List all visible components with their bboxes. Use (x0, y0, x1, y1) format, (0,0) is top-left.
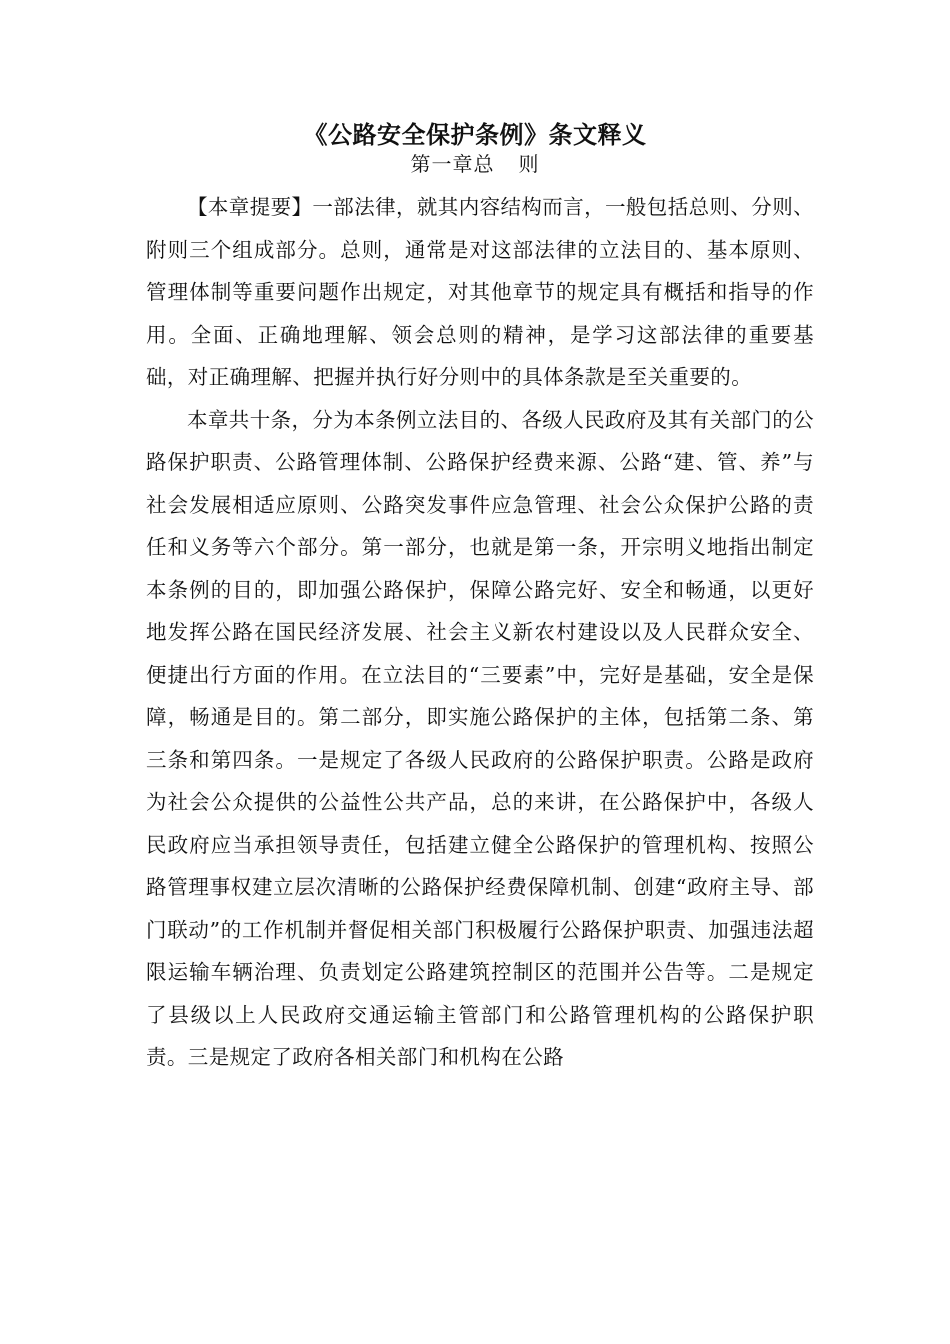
chapter-heading-part2: 则 (518, 152, 540, 176)
paragraph-chapter-summary: 【本章提要】一部法律，就其内容结构而言，一般包括总则、分则、附则三个组成部分。总则，通常是对这部法律的立法目的、基本原则、管理体制等重要问题作出规定，对其他章节的规定具有概括和指导的作用。全面、正确地理解、领会总则的精神，是学习这部法律的重要基础，对正确理解、把握并执行好分则中的具体条款是至关重要的。 (146, 195, 814, 389)
document-title: 《公路安全保护条例》条文释义 (303, 120, 647, 149)
body-text (146, 186, 814, 1079)
chapter-heading (0, 149, 950, 179)
paragraph-chapter-overview: 本章共十条，分为本条例立法目的、各级人民政府及其有关部门的公路保护职责、公路管理体制、公路保护经费来源、公路“建、管、养”与社会发展相适应原则、公路突发事件应急管理、社会公众保护公路的责任和义务等六个部分。第一部分，也就是第一条，开宗明义地指出制定本条例的目的，即加强公路保护，保障公路完好、安全和畅通，以更好地发挥公路在国民经济发展、社会主义新农村建设以及人民群众安全、便捷出行方面的作用。在立法目的“三要素”中，完好是基础，安全是保障，畅通是目的。第二部分，即实施公路保护的主体，包括第二条、第三条和第四条。一是规定了各级人民政府的公路保护职责。公路是政府为社会公众提供的公益性公共产品，总的来讲，在公路保护中，各级人民政府应当承担领导责任，包括建立健全公路保护的管理机构、按照公路管理事权建立层次清晰的公路保护经费保障机制、创建“政府主导、部门联动”的工作机制并督促相关部门积极履行公路保护职责、加强违法超限运输车辆治理、负责划定公路建筑控制区的范围并公告等。二是规定了县级以上人民政府交通运输主管部门和公路管理机构的公路保护职责。三是规定了政府各相关部门和机构在公路 (146, 407, 814, 1069)
chapter-heading-part1: 第一章总 (410, 152, 495, 176)
